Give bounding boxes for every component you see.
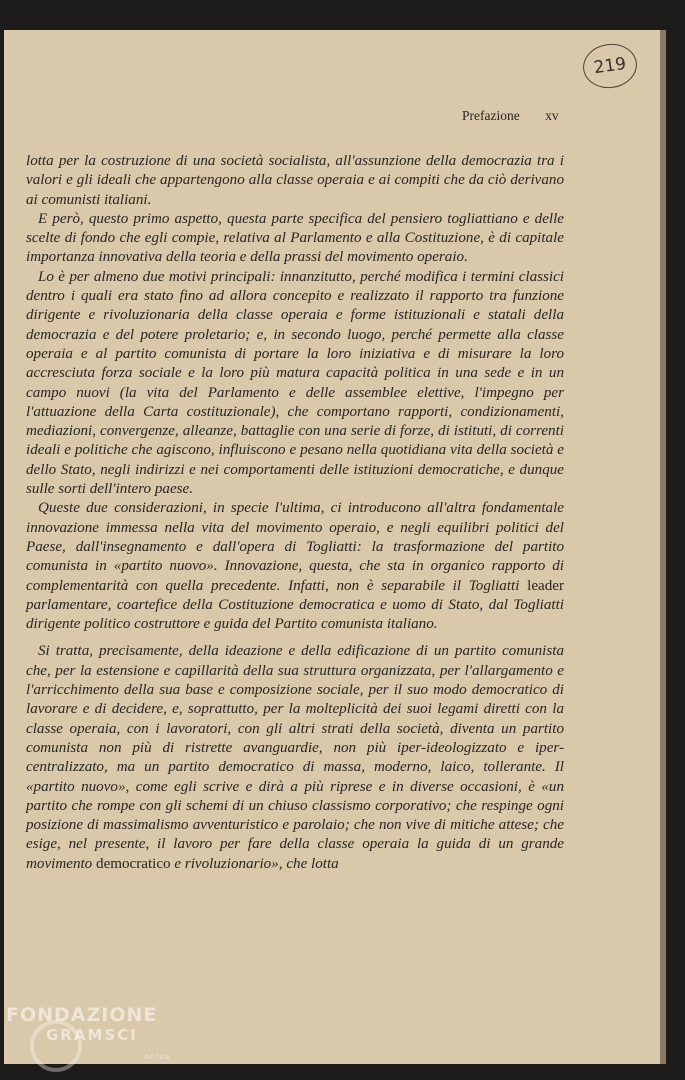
paragraph-text: parlamentare, coartefice della Costituzione democratica e uomo di Stato, dal Togliatti dirigente politico costruttore e guida del Partito comunista italiano. [26, 596, 564, 633]
watermark [6, 1004, 171, 1061]
paragraph-text: e rivoluzionario», che lotta [170, 855, 339, 872]
paragraph-roman-word: democratico [96, 855, 171, 872]
body-text [26, 152, 564, 874]
page-edge [660, 30, 666, 1064]
chapter-title: Prefazione [462, 108, 520, 123]
paragraph: lotta per la costruzione di una società socialista, all'assunzione della democrazia tra i valori e gli ideali che appartengono alla classe operaia e ai compiti che da ciò derivano ai comunisti italiani. [26, 153, 564, 208]
running-head [462, 108, 559, 124]
paragraph [26, 499, 564, 634]
watermark-line1: FONDAZIONE [6, 1004, 158, 1026]
page-number: xv [545, 108, 559, 123]
paragraph-roman-word: leader [527, 577, 564, 594]
paragraph-text: Si tratta, precisamente, della ideazione e della edificazione di un partito comunista che, per la estensione e capillarità della sua struttura organizzata, per l'allargamento e l'arricchimento della sua base e composizione sociale, per il suo modo democratico di lavorare e di decidere, e, soprattutto, per la molteplicità dei suoi legami diretti con la classe operaia, con i lavoratori, con gli altri strati della società, diventa un partito comunista non più di ristrette avanguardie, non più iper-ideologizzato e iper-centralizzato, ma un partito democratico di massa, moderno, laico, tollerante. Il «partito nuovo», come egli scrive e dirà a più riprese e in diverse occasioni, è «un partito che rompe con gli schemi di un chiuso classismo corporativo; che respinge ogni posizione di massimalismo avventuristico e parolaio; che non vive di mitiche attese; che esige, nel presente, il lavoro per fare della classe operaia la guida di un grande movimento [26, 643, 564, 872]
paragraph [26, 642, 564, 874]
handwritten-page-number: 219 [580, 40, 640, 91]
watermark-line3: onlus [144, 1052, 171, 1061]
paragraph: E però, questo primo aspetto, questa parte specifica del pensiero togliattiano e delle scelte di fondo che egli compie, relativa al Parlamento e alla Costituzione, è di capitale importanza innovativa della teoria e della prassi del movimento operaio. [26, 210, 564, 266]
paragraph: Lo è per almeno due motivi principali: innanzitutto, perché modifica i termini classici dentro i quali era stato fino ad allora concepito e realizzato il rapporto tra funzione dirigente e rivoluzionaria della classe operaia e forme istituzionali e statali della democrazia e del potere proletario; e, in secondo luogo, perché permette alla classe operaia e al partito comunista di portare la loro iniziativa e di misurare la loro accresciuta forza sociale e la loro più matura capacità politica in una sede e in un campo nuovi (la vita del Parlamento e delle assemblee elettive, l'impegno per l'attuazione della Carta costituzionale), che comportano rapporti, condizionamenti, mediazioni, convergenze, alleanze, battaglie con una serie di forze, di istituti, di correnti ideali e politiche che agiscono, influiscono e pesano nella quotidiana vita della società e dello Stato, negli indirizzi e nei comportamenti delle istituzioni democratiche, e dunque sulle sorti dell'intero paese. [26, 268, 564, 498]
paragraph-text: Queste due considerazioni, in specie l'ultima, ci introducono all'altra fondamentale innovazione immessa nella vita del movimento operaio, e negli equilibri politici del Paese, dall'insegnamento e dall'opera di Togliatti: la trasformazione del partito comunista in «partito nuovo». Innovazione, questa, che sta in organico rapporto di complementarità con quella precedente. Infatti, non è separabile il Togliatti [26, 500, 564, 594]
watermark-line2: GRAMSCI [46, 1026, 138, 1044]
